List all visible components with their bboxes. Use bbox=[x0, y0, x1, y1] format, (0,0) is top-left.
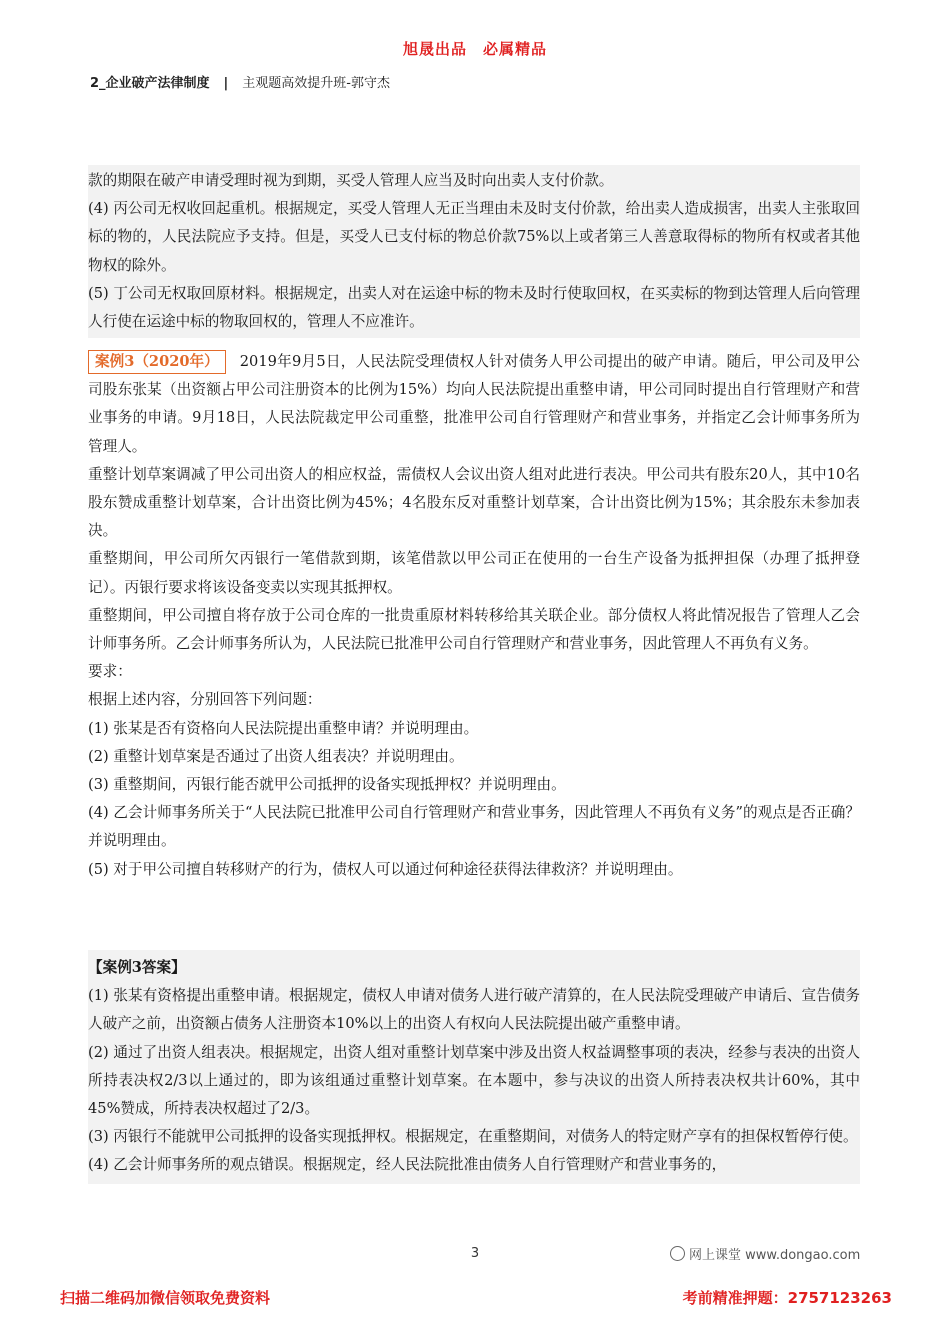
answer-paragraph: (1) 张某有资格提出重整申请。根据规定，债权人申请对债务人进行破产清算的，在人民法院受理破产申请后、宣告债务人破产之前，出资额占债务人注册资本10%以上的出资人有权向人民法院提出破产重整申请。 bbox=[88, 987, 860, 1033]
answer-paragraph: (4) 乙会计师事务所的观点错误。根据规定，经人民法院批准由债务人自行管理财产和营业事务的， bbox=[88, 1156, 727, 1174]
case-paragraph: 重整期间，甲公司擅自将存放于公司仓库的一批贵重原材料转移给其关联企业。部分债权人将此情况报告了管理人乙会计师事务所。乙会计师事务所认为，人民法院已批准甲公司自行管理财产和营业事务，因此管理人不再负有义务。 bbox=[88, 606, 860, 653]
prev-answer-paragraph: 款的期限在破产申请受理时视为到期，买受人管理人应当及时向出卖人支付价款。 bbox=[88, 172, 614, 189]
prev-answer-paragraph: (4) 丙公司无权收回起重机。根据规定，买受人管理人无正当理由未及时支付价款，给出卖人造成损害，出卖人主张取回标的物的，人民法院应予支持。但是，买受人已支付标的物总价款75%以上或者第三人善意取得标的物所有权或者其他物权的除外。 bbox=[88, 200, 860, 274]
case-tag: 案例3（2020年） bbox=[88, 350, 226, 374]
question-item: (3) 重整期间，丙银行能否就甲公司抵押的设备实现抵押权？并说明理由。 bbox=[88, 776, 566, 794]
page-number: 3 bbox=[470, 1246, 480, 1261]
case-block bbox=[88, 348, 860, 884]
page-header bbox=[90, 72, 390, 91]
requirement-intro: 根据上述内容，分别回答下列问题： bbox=[88, 691, 322, 709]
question-item: (4) 乙会计师事务所关于“人民法院已批准甲公司自行管理财产和营业事务，因此管理人不再负有义务”的观点是否正确？并说明理由。 bbox=[88, 804, 860, 850]
answer-paragraph: (2) 通过了出资人组表决。根据规定，出资人组对重整计划草案中涉及出资人权益调整事项的表决，经参与表决的出资人所持表决权2/3以上通过的，即为该组通过重整计划草案。在本题中，参与决议的出资人所持表决权共计60%，其中45%赞成，所持表决权超过了2/3。 bbox=[88, 1043, 860, 1118]
answer-paragraph: (3) 丙银行不能就甲公司抵押的设备实现抵押权。根据规定，在重整期间，对债务人的特定财产享有的担保权暂停行使。 bbox=[88, 1128, 858, 1146]
footer-brand bbox=[670, 1244, 860, 1263]
case-paragraph: 2019年9月5日，人民法院受理债权人针对债务人甲公司提出的破产申请。随后，甲公司及甲公司股东张某（出资额占甲公司注册资本的比例为15%）均向人民法院提出重整申请，甲公司同时提出自行管理财产和营业事务的申请。9月18日，人民法院裁定甲公司重整，批准甲公司自行管理财产和营业事务，并指定乙会计师事务所为管理人。 bbox=[88, 353, 860, 455]
answer-block bbox=[88, 950, 860, 1184]
case-paragraph: 重整计划草案调减了甲公司出资人的相应权益，需债权人会议出资人组对此进行表决。甲公司共有股东20人，其中10名股东赞成重整计划草案，合计出资比例为45%；4名股东反对重整计划草案，合计出资比例为15%；其余股东未参加表决。 bbox=[88, 465, 860, 540]
question-item: (1) 张某是否有资格向人民法院提出重整申请？并说明理由。 bbox=[88, 719, 479, 737]
case-intro bbox=[88, 348, 860, 461]
header-separator: | bbox=[223, 76, 229, 91]
brand-logo-icon bbox=[670, 1246, 685, 1261]
contact-promo-text: 考前精准押题：2757123263 bbox=[682, 1289, 892, 1307]
answer-title: 【案例3答案】 bbox=[88, 959, 186, 976]
question-item: (2) 重整计划草案是否通过了出资人组表决？并说明理由。 bbox=[88, 747, 464, 765]
brand-text: 网上课堂 www.dongao.com bbox=[689, 1248, 861, 1263]
requirement-label: 要求： bbox=[88, 663, 132, 681]
question-item: (5) 对于甲公司擅自转移财产的行为，债权人可以通过何种途径获得法律救济？并说明理由。 bbox=[88, 860, 683, 878]
top-banner: 旭晟出品 必属精品 bbox=[402, 40, 547, 58]
previous-answer-block bbox=[88, 165, 860, 338]
qr-promo-text: 扫描二维码加微信领取免费资料 bbox=[60, 1289, 271, 1307]
prev-answer-paragraph: (5) 丁公司无权取回原材料。根据规定，出卖人对在运途中标的物未及时行使取回权，在买卖标的物到达管理人后向管理人行使在运途中标的物取回权的，管理人不应准许。 bbox=[88, 284, 860, 331]
chapter-title: 2_企业破产法律制度 bbox=[90, 76, 210, 91]
course-title: 主观题高效提升班-郭守杰 bbox=[242, 76, 390, 91]
case-paragraph: 重整期间，甲公司所欠丙银行一笔借款到期，该笔借款以甲公司正在使用的一台生产设备为抵押担保（办理了抵押登记）。丙银行要求将该设备变卖以实现其抵押权。 bbox=[88, 550, 860, 596]
